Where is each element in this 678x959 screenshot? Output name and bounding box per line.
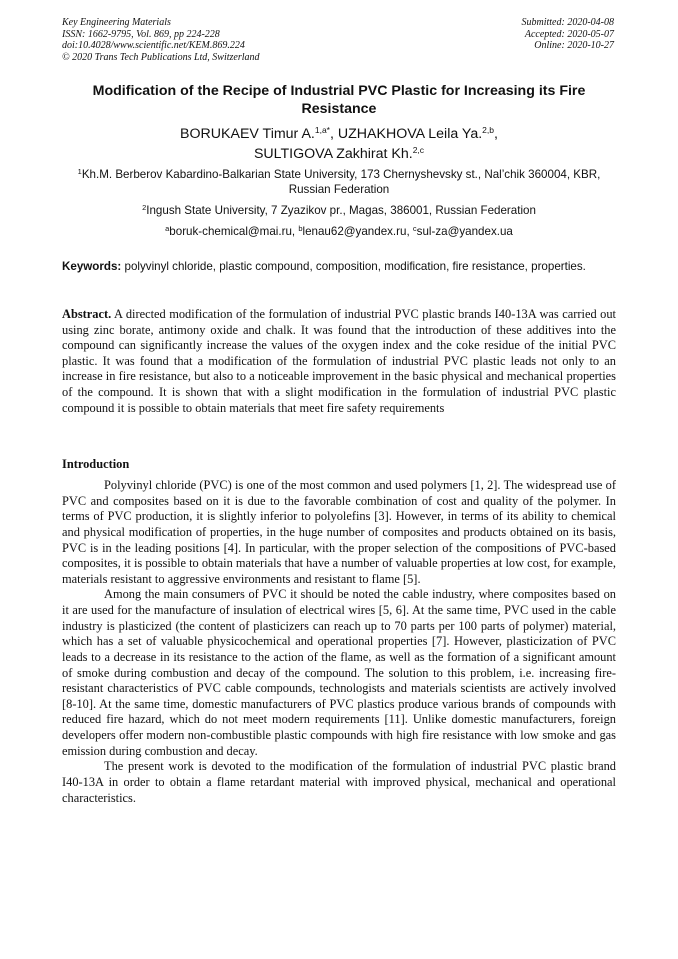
author-name: SULTIGOVA Zakhirat Kh.: [253, 146, 413, 162]
journal-header: [62, 17, 260, 63]
keywords-label: Keywords:: [62, 260, 122, 273]
email-marker: a: [165, 224, 170, 233]
author-name: BORUKAEV Timur A.: [180, 126, 315, 142]
email-link[interactable]: sul-za@yandex.ua: [416, 225, 513, 238]
affiliation-2: [62, 203, 616, 218]
keywords-text: polyvinyl chloride, plastic compound, composition, modification, fire resistance, properties.: [121, 260, 586, 273]
author-superscript: 2,c: [412, 145, 425, 155]
author-separator: ,: [329, 126, 338, 142]
abstract: [62, 307, 616, 416]
introduction-body: [62, 478, 616, 806]
journal-issn: ISSN: 1662-9795, Vol. 869, pp 224-228: [62, 28, 220, 40]
email-marker: c: [412, 224, 417, 233]
author-name: UZHAKHOVA Leila Ya.: [337, 126, 483, 142]
author-superscript: 2,b: [482, 125, 494, 135]
submitted-date: Submitted: 2020-04-08: [521, 17, 614, 28]
author-list: [62, 124, 616, 164]
affiliation-text: Ingush State University, 7 Zyazikov pr., Magas, 386001, Russian Federation: [146, 204, 536, 217]
copyright: © 2020 Trans Tech Publications Ltd, Switzerland: [62, 51, 260, 63]
paragraph: The present work is devoted to the modification of the formulation of industrial PVC plastic brand I40-13A in order to obtain a flame retardant material with improved physical, mechanical and operational characteristics.: [62, 759, 616, 805]
email-link[interactable]: boruk-chemical@mai.ru,: [169, 225, 299, 238]
email-marker: b: [298, 224, 303, 233]
affiliation-text: Kh.M. Berberov Kabardino-Balkarian State University, 173 Chernyshevsky st., Nal’chik 360004, KBR, Russian Federation: [81, 168, 601, 196]
paragraph: Among the main consumers of PVC it should be noted the cable industry, where composites based on it are used for the manufacture of insulation of electrical wires [5, 6]. At the same time, PVC used in the cable industry is plasticized (the content of plasticizers can reach up to 70 parts per 100 parts of polymer) material, which has a set of valuable physicochemical and operational properties [7]. However, plasticization of PVC leads to a decrease in its resistance to the action of the flame, as well as the formation of a significant amount of smoke during combustion and decay of the compound. The solution to this problem, i.e. increasing fire-resistant characteristics of PVC cable compounds, technologists and materials scientists are actively involved [8-10]. At the same time, domestic manufacturers of PVC plastics produce various brands of compounds with reduced fire hazard, which do not meet modern requirements [11]. Unlike domestic manufacturers, foreign developers offer modern non-combustible plastic compounds with high fire resistance with low smoke and gas emission during combustion and decay.: [62, 587, 616, 758]
affiliation-number: 1: [77, 167, 82, 176]
section-heading: Introduction: [62, 457, 130, 471]
keywords: [62, 259, 616, 275]
online-date: Online: 2020-10-27: [534, 40, 614, 51]
author-separator: ,: [494, 126, 498, 142]
email-list: [62, 224, 616, 239]
journal-doi: doi:10.4028/www.scientific.net/KEM.869.224: [62, 40, 245, 51]
accepted-date: Accepted: 2020-05-07: [524, 28, 614, 40]
abstract-text: A directed modification of the formulation of industrial PVC plastic brands I40-13A was carried out using zinc borate, antimony oxide and chalk. It was found that the introduction of these additives into the compound can significantly increase the values of the oxygen index and the coke residue of the initial PVC plastic. It was found that a modification of the formulation of industrial PVC plastic leads not only to an increase in fire resistance, but also to a noticeable improvement in the basic physical and mechanical properties of the compound. It is shown that with a slight modification in the formulation of industrial PVC plastic compound it is possible to obtain materials that meet fire safety requirements: [62, 307, 616, 415]
paper-title: Modification of the Recipe of Industrial PVC Plastic for Increasing its Fire Resistance: [92, 83, 586, 117]
affiliation-1: [62, 167, 616, 197]
affiliation-number: 2: [142, 203, 147, 212]
journal-name: Key Engineering Materials: [62, 17, 171, 28]
author-superscript: 1,a*: [314, 125, 330, 135]
abstract-label: Abstract.: [62, 307, 112, 321]
email-link[interactable]: lenau62@yandex.ru,: [302, 225, 413, 238]
dates-header: [522, 17, 615, 52]
paragraph: Polyvinyl chloride (PVC) is one of the most common and used polymers [1, 2]. The widespread use of PVC and composites based on it is due to the favorable combination of cost and quality of the polymer. In terms of PVC production, it is slightly inferior to polyolefins [3]. However, in terms of its ability to chemical and physical modification of properties, in the huge number of composites and products obtained on its basis, PVC is in the leading positions [4]. In particular, with the proper selection of the compositions of PVC-based composites, it is possible to obtain materials that have a number of valuable properties at low cost, for example, materials resistant to aggressive environments and resistant to flame [5].: [62, 478, 616, 586]
